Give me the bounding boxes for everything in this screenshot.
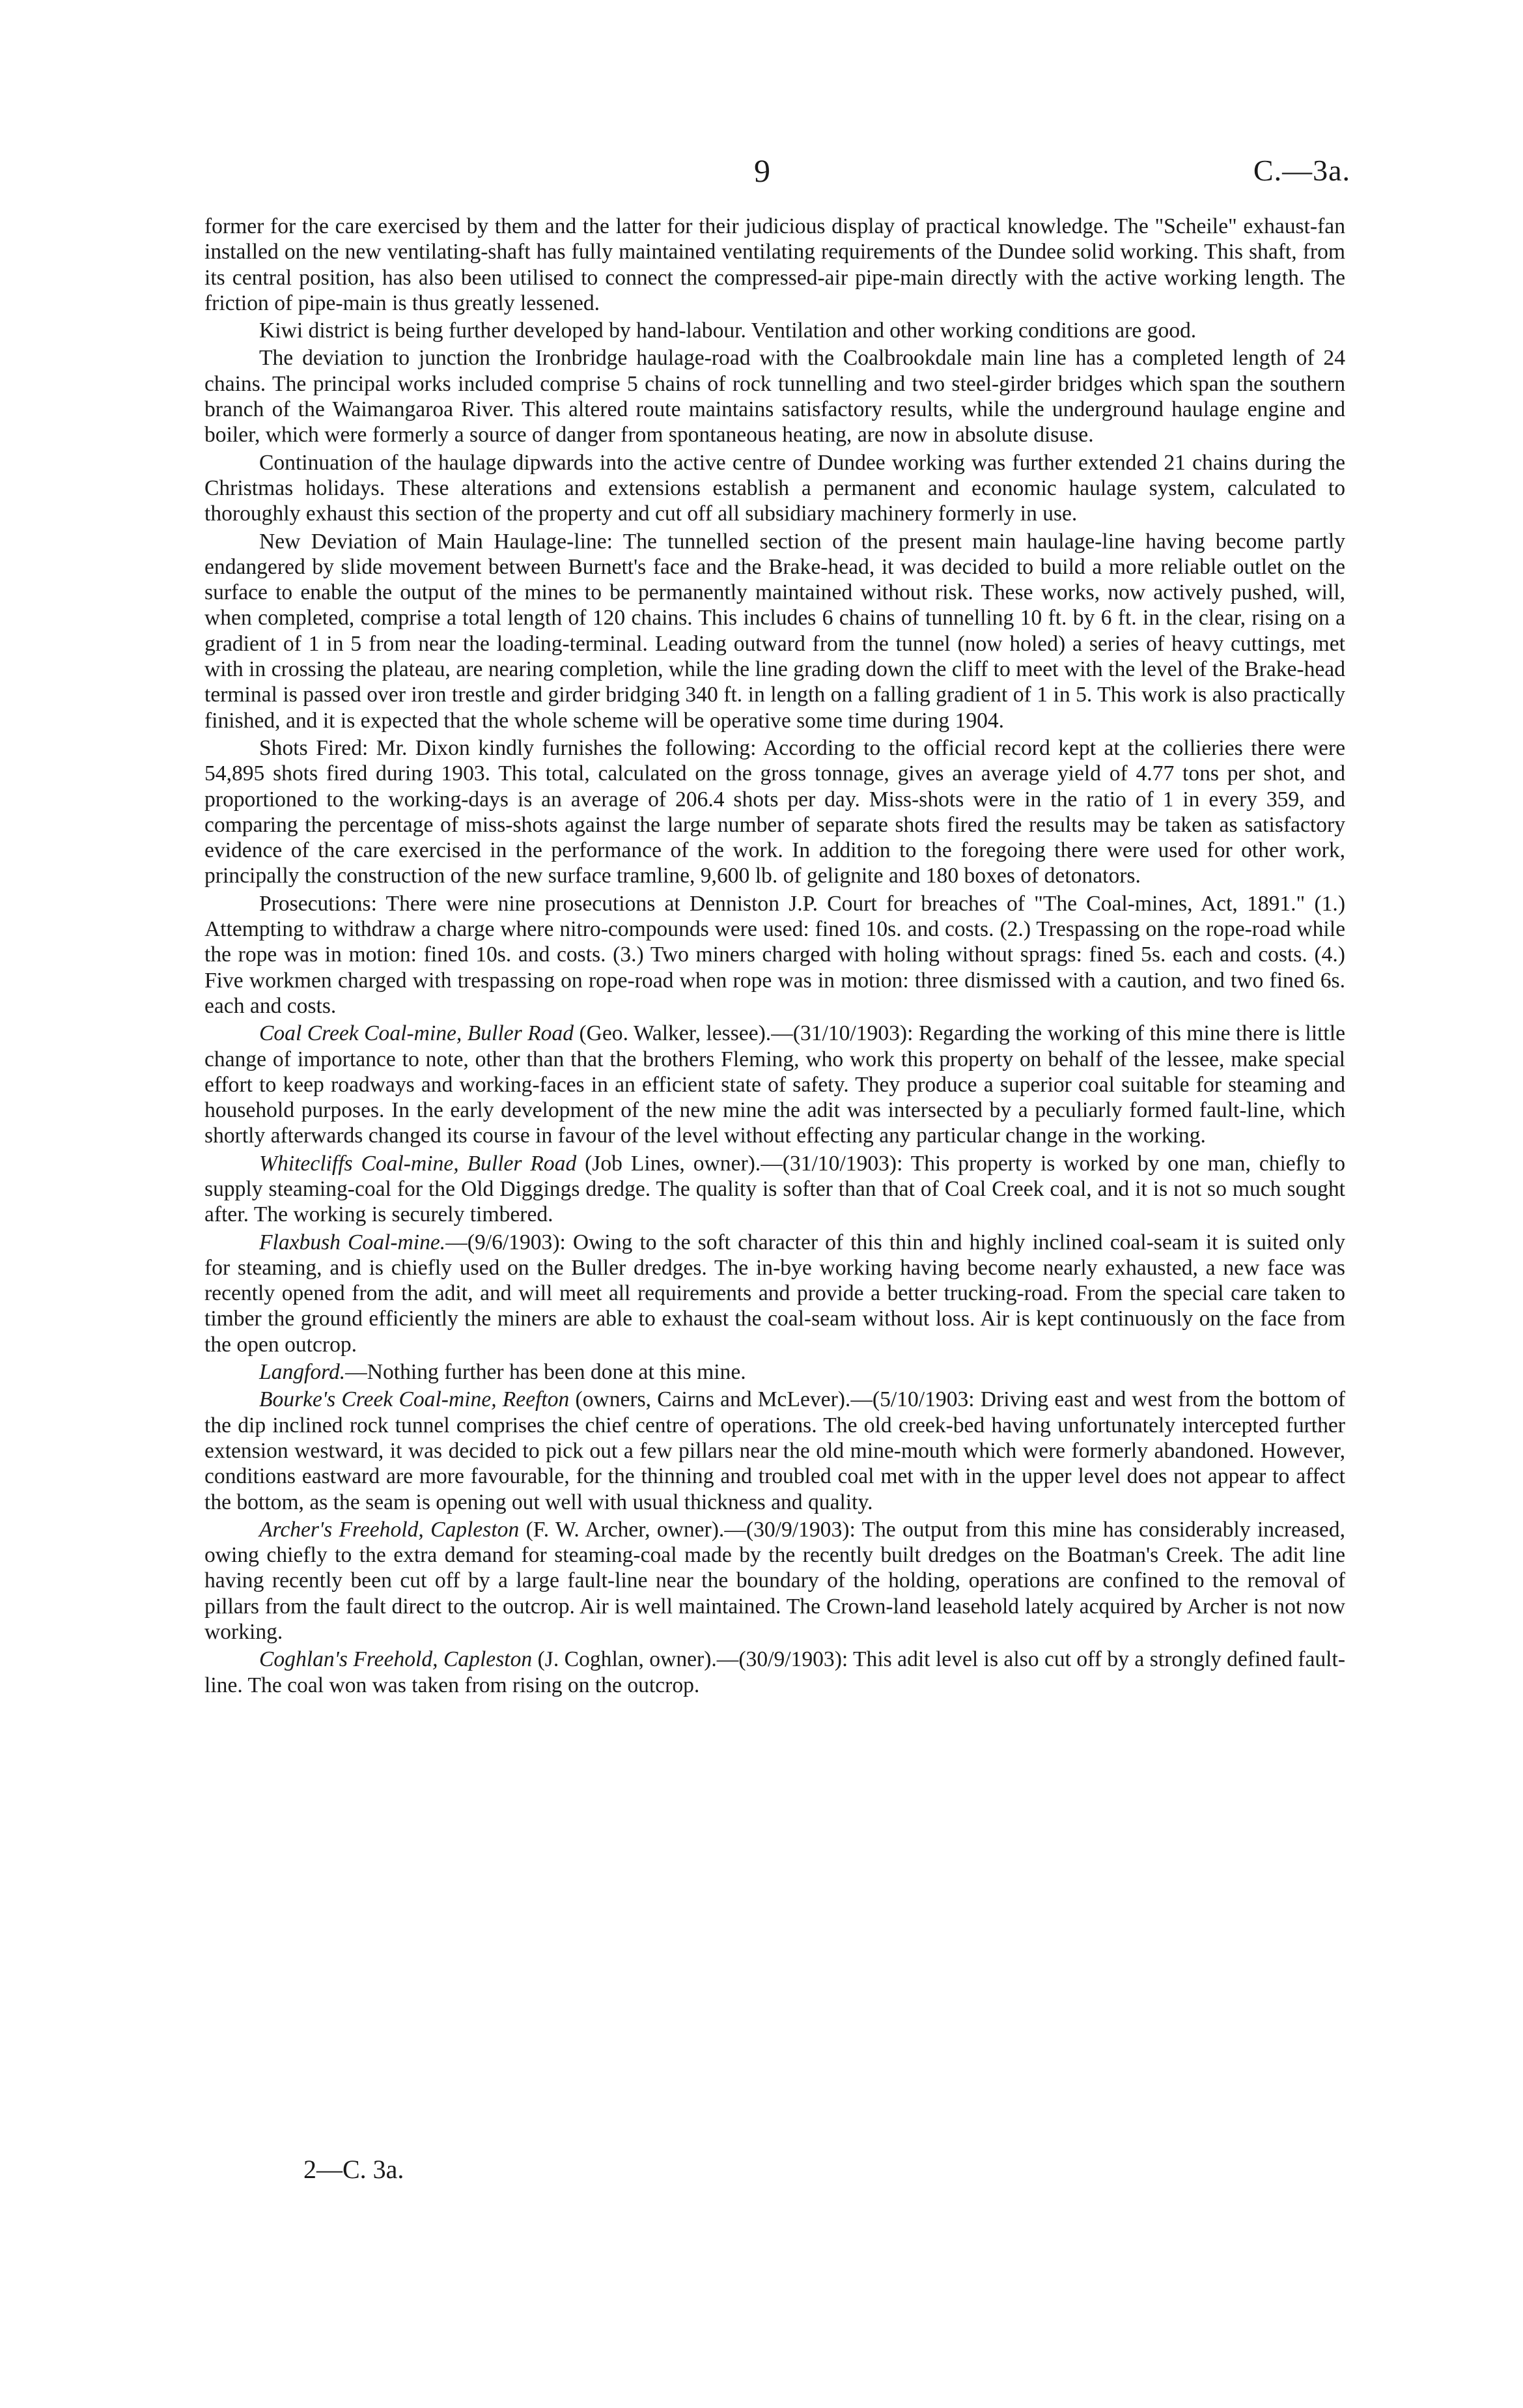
mine-title: Bourke's Creek Coal-mine, Reefton xyxy=(259,1387,570,1412)
body-text xyxy=(204,214,1345,1698)
paragraph: Coghlan's Freehold, Capleston (J. Coghlan, owner).—(30/9/1903): This adit level is also cut off by a strongly defined fault-line. The coal won was taken from rising on the outcrop. xyxy=(204,1647,1346,1697)
page-header xyxy=(0,151,1523,197)
paragraph: The deviation to junction the Ironbridge haulage-road with the Coalbrookdale main line has a completed length of 24 chains. The principal works included comprise 5 chains of rock tunnelling and two steel-girder bridges which span the southern branch of the Waimangaroa River. This altered route maintains satisfactory results, while the underground haulage engine and boiler, which were formerly a source of danger from spontaneous heating, are now in absolute disuse. xyxy=(204,346,1345,447)
paragraph: Bourke's Creek Coal-mine, Reefton (owners, Cairns and McLever).—(5/10/1903: Driving east and west from the bottom of the dip inclined rock tunnel comprises the chief centre of operations. The old creek-bed having unfortunately intercepted further extension westward, it was decided to pick out a few pillars near the old mine-mouth which were formerly abandoned. However, conditions eastward are more favourable, for the thinning and troubled coal met with in the upper level does not appear to affect the bottom, as the seam is opening out well with usual thickness and quality. xyxy=(204,1387,1346,1514)
document-reference: C.—3a. xyxy=(1253,154,1350,187)
paragraph: Flaxbush Coal-mine.—(9/6/1903): Owing to the soft character of this thin and highly inclined coal-seam it is suited only for steaming, and is chiefly used on the Buller dredges. The in-bye working having become nearly exhausted, a new face was recently opened from the adit, and will meet all requirements and provide a better trucking-road. From the special care taken to timber the ground efficiently the miners are able to exhaust the coal-seam without loss. Air is kept continuously on the face from the open outcrop. xyxy=(204,1230,1346,1357)
signature-mark: 2—C. 3a. xyxy=(303,2155,404,2184)
paragraph: Archer's Freehold, Capleston (F. W. Archer, owner).—(30/9/1903): The output from this mine has considerably increased, owing chiefly to the extra demand for steaming-coal made by the recently built dredges on the Boatman's Creek. The adit line having recently been cut off by a large fault-line near the boundary of the holding, operations are confined to the removal of pillars from the fault direct to the outcrop. Air is well maintained. The Crown-land leasehold lately acquired by Archer is not now working. xyxy=(204,1517,1345,1645)
paragraph: Shots Fired: Mr. Dixon kindly furnishes the following: According to the official record kept at the collieries there were 54,895 shots fired during 1903. This total, calculated on the gross tonnage, gives an average yield of 4.77 tons per shot, and proportioned to the working-days is an average of 206.4 shots per day. Miss-shots were in the ratio of 1 in every 359, and comparing the percentage of miss-shots against the large number of separate shots fired the results may be taken as satisfactory evidence of the care exercised in the performance of the work. In addition to the foregoing there were used for other work, principally the construction of the new surface tramline, 9,600 lb. of gelignite and 180 boxes of detonators. xyxy=(204,735,1345,888)
paragraph: Whitecliffs Coal-mine, Buller Road (Job Lines, owner).—(31/10/1903): This property is worked by one man, chiefly to supply steaming-coal for the Old Diggings dredge. The quality is softer than that of Coal Creek coal, and it is not so much sought after. The working is securely timbered. xyxy=(204,1151,1345,1227)
paragraph: Prosecutions: There were nine prosecutions at Denniston J.P. Court for breaches of "The Coal-mines, Act, 1891." (1.) Attempting to withdraw a charge where nitro-compounds were used: fined 10s. and costs. (2.) Trespassing on the rope-road while the rope was in motion: fined 10s. and costs. (3.) Two miners charged with holing without sprags: fined 5s. each and costs. (4.) Five workmen charged with trespassing on rope-road when rope was in motion: three dismissed with a caution, and two fined 6s. each and costs. xyxy=(204,891,1345,1018)
paragraph: former for the care exercised by them and the latter for their judicious display of practical knowledge. The "Scheile" exhaust-fan installed on the new ventilating-shaft has fully maintained ventilating requirements of the Dundee solid working. This shaft, from its central position, has also been utilised to connect the compressed-air pipe-main directly with the active working length. The friction of pipe-main is thus greatly lessened. xyxy=(204,214,1345,315)
mine-title: Flaxbush Coal-mine. xyxy=(259,1230,446,1254)
mine-title: Archer's Freehold, Capleston xyxy=(259,1517,520,1542)
mine-title: Coghlan's Freehold, Capleston xyxy=(259,1647,533,1672)
mine-title: Coal Creek Coal-mine, Buller Road xyxy=(259,1021,574,1046)
mine-title: Langford. xyxy=(259,1360,346,1385)
page-number: 9 xyxy=(754,152,770,189)
mine-title: Whitecliffs Coal-mine, Buller Road xyxy=(259,1151,577,1176)
paragraph: Kiwi district is being further developed by hand-labour. Ventilation and other working conditions are good. xyxy=(259,319,1197,343)
paragraph: Continuation of the haulage dipwards into the active centre of Dundee working was further extended 21 chains during the Christmas holidays. These alterations and extensions establish a permanent and economic haulage system, calculated to thoroughly exhaust this section of the property and cut off all subsidiary machinery formerly in use. xyxy=(204,450,1345,526)
paragraph: New Deviation of Main Haulage-line: The tunnelled section of the present main haulage-line having become partly endangered by slide movement between Burnett's face and the Brake-head, it was decided to build a more reliable outlet on the surface to enable the output of the mines to be permanently maintained without risk. These works, now actively pushed, will, when completed, comprise a total length of 120 chains. This includes 6 chains of tunnelling 10 ft. by 6 ft. in the clear, rising on a gradient of 1 in 5 from near the loading-terminal. Leading outward from the tunnel (now holed) a series of heavy cuttings, met with in crossing the plateau, are nearing completion, while the line grading down the cliff to meet with the level of the Brake-head terminal is passed over iron trestle and girder bridging 340 ft. in length on a falling gradient of 1 in 5. This work is also practically finished, and it is expected that the whole scheme will be operative some time during 1904. xyxy=(204,529,1345,733)
paragraph: Coal Creek Coal-mine, Buller Road (Geo. Walker, lessee).—(31/10/1903): Regarding the working of this mine there is little change of importance to note, other than that the brothers Fleming, who work this property on behalf of the lessee, make special effort to keep roadways and working-faces in an efficient state of safety. They produce a superior coal suitable for steaming and household purposes. In the early development of the new mine the adit was intersected by a peculiarly formed fault-line, which shortly afterwards changed its course in favour of the level without effecting any particular change in the working. xyxy=(204,1021,1345,1148)
paragraph: Langford.—Nothing further has been done at this mine. xyxy=(259,1360,746,1385)
